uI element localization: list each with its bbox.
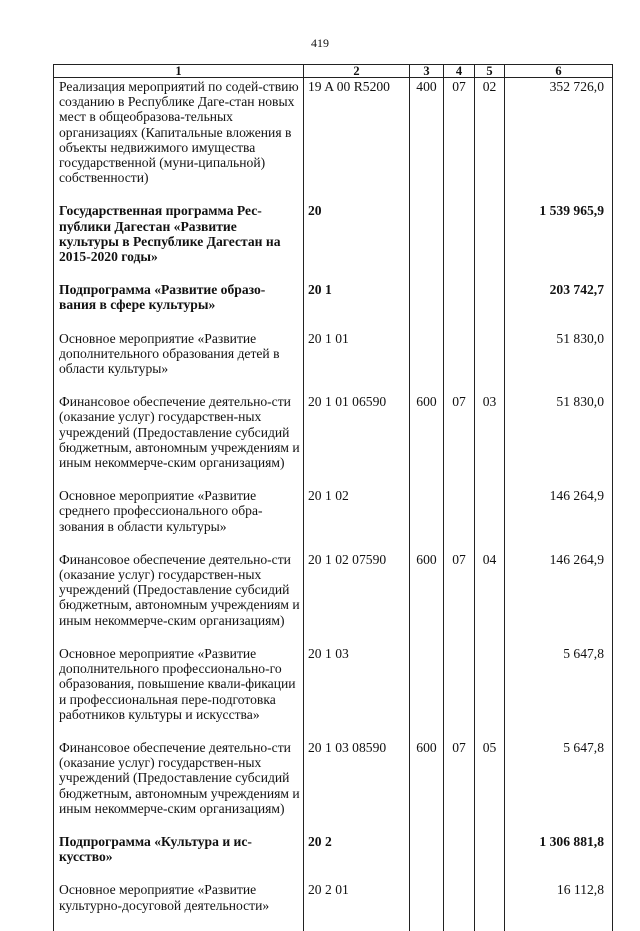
expense-type-cell xyxy=(410,203,444,282)
expense-type-cell: 400 xyxy=(410,78,444,204)
expense-type-cell: 600 xyxy=(410,740,444,834)
section-cell: 07 xyxy=(444,394,475,488)
expense-type-cell: 600 xyxy=(410,394,444,488)
table-row xyxy=(54,78,613,204)
budget-table xyxy=(53,64,613,931)
target-code-cell: 19 A 00 R5200 xyxy=(304,78,410,204)
subsection-cell xyxy=(475,488,505,552)
section-cell: 07 xyxy=(444,740,475,834)
expense-type-cell xyxy=(410,882,444,930)
table-row xyxy=(54,552,613,646)
header-row xyxy=(54,65,613,78)
amount-cell: 51 830,0 xyxy=(505,331,613,395)
target-code-cell: 20 2 xyxy=(304,834,410,882)
section-cell: 07 xyxy=(444,552,475,646)
item-name-cell: Основное мероприятие «Развитие дополнительного образования детей в области культуры» xyxy=(54,331,304,395)
amount-cell: 1 306 881,8 xyxy=(505,834,613,882)
target-code-cell: 20 1 03 xyxy=(304,646,410,740)
section-cell xyxy=(444,331,475,395)
target-code-cell: 20 xyxy=(304,203,410,282)
item-name-cell: Реализация мероприятий по содей-ствию созданию в Республике Даге-стан новых мест в общеобразова-тельных организациях (Капитальные вложения в объекты недвижимого имущества государственной (муни-ципальной) собственности) xyxy=(54,78,304,204)
amount-cell: 16 112,8 xyxy=(505,882,613,930)
page-number: 419 xyxy=(311,36,329,50)
section-cell xyxy=(444,882,475,930)
table-row xyxy=(54,203,613,282)
item-name-cell: Финансовое обеспечение деятельно-сти (оказание услуг) государствен-ных учреждений (Предоставление субсидий бюджетным, автономным учреждениям и иным некоммерче-ским организациям) xyxy=(54,740,304,834)
table-row xyxy=(54,740,613,834)
section-cell xyxy=(444,488,475,552)
table-header xyxy=(54,65,613,78)
subsection-cell xyxy=(475,646,505,740)
item-name-cell: Подпрограмма «Культура и ис-кусство» xyxy=(54,834,304,882)
target-code-cell: 20 2 01 xyxy=(304,882,410,930)
amount-cell: 146 264,9 xyxy=(505,488,613,552)
table-row xyxy=(54,394,613,488)
header-col-2: 2 xyxy=(304,65,410,78)
subsection-cell xyxy=(475,282,505,330)
target-code-cell: 20 1 02 07590 xyxy=(304,552,410,646)
amount-cell: 5 647,8 xyxy=(505,646,613,740)
table-row xyxy=(54,282,613,330)
expense-type-cell xyxy=(410,488,444,552)
amount-cell: 5 647,8 xyxy=(505,740,613,834)
subsection-cell xyxy=(475,882,505,930)
subsection-cell: 02 xyxy=(475,78,505,204)
amount-cell: 352 726,0 xyxy=(505,78,613,204)
item-name-cell: Основное мероприятие «Развитие среднего профессионального обра-зования в области культуры» xyxy=(54,488,304,552)
section-cell xyxy=(444,203,475,282)
header-col-5: 5 xyxy=(475,65,505,78)
subsection-cell xyxy=(475,834,505,882)
expense-type-cell xyxy=(410,646,444,740)
section-cell: 07 xyxy=(444,78,475,204)
subsection-cell: 04 xyxy=(475,552,505,646)
amount-cell: 1 539 965,9 xyxy=(505,203,613,282)
table-row xyxy=(54,834,613,882)
target-code-cell: 20 1 01 xyxy=(304,331,410,395)
target-code-cell: 20 1 03 08590 xyxy=(304,740,410,834)
item-name-cell: Подпрограмма «Развитие образо-вания в сфере культуры» xyxy=(54,282,304,330)
section-cell xyxy=(444,282,475,330)
expense-type-cell xyxy=(410,282,444,330)
header-col-3: 3 xyxy=(410,65,444,78)
section-cell xyxy=(444,834,475,882)
subsection-cell: 03 xyxy=(475,394,505,488)
header-col-1: 1 xyxy=(54,65,304,78)
amount-cell: 203 742,7 xyxy=(505,282,613,330)
expense-type-cell xyxy=(410,331,444,395)
amount-cell: 51 830,0 xyxy=(505,394,613,488)
expense-type-cell xyxy=(410,834,444,882)
target-code-cell: 20 1 01 06590 xyxy=(304,394,410,488)
table-row xyxy=(54,331,613,395)
target-code-cell: 20 1 02 xyxy=(304,488,410,552)
item-name-cell: Финансовое обеспечение деятельно-сти (оказание услуг) государствен-ных учреждений (Предоставление субсидий бюджетным, автономным учреждениям и иным некоммерче-ским организациям) xyxy=(54,552,304,646)
table-body xyxy=(54,78,613,931)
subsection-cell: 05 xyxy=(475,740,505,834)
subsection-cell xyxy=(475,203,505,282)
table-row xyxy=(54,646,613,740)
item-name-cell: Государственная программа Рес-публики Дагестан «Развитие культуры в Республике Дагестан на 2015-2020 годы» xyxy=(54,203,304,282)
item-name-cell: Основное мероприятие «Развитие культурно-досуговой деятельности» xyxy=(54,882,304,930)
item-name-cell: Основное мероприятие «Развитие дополнительного профессионально-го образования, повышение квали-фикации и профессиональная пере-подготовка работников культуры и искусства» xyxy=(54,646,304,740)
table-row xyxy=(54,882,613,930)
target-code-cell: 20 1 xyxy=(304,282,410,330)
section-cell xyxy=(444,646,475,740)
subsection-cell xyxy=(475,331,505,395)
amount-cell: 146 264,9 xyxy=(505,552,613,646)
header-col-4: 4 xyxy=(444,65,475,78)
table-row xyxy=(54,488,613,552)
item-name-cell: Финансовое обеспечение деятельно-сти (оказание услуг) государствен-ных учреждений (Предоставление субсидий бюджетным, автономным учреждениям и иным некоммерче-ским организациям) xyxy=(54,394,304,488)
expense-type-cell: 600 xyxy=(410,552,444,646)
header-col-6: 6 xyxy=(505,65,613,78)
